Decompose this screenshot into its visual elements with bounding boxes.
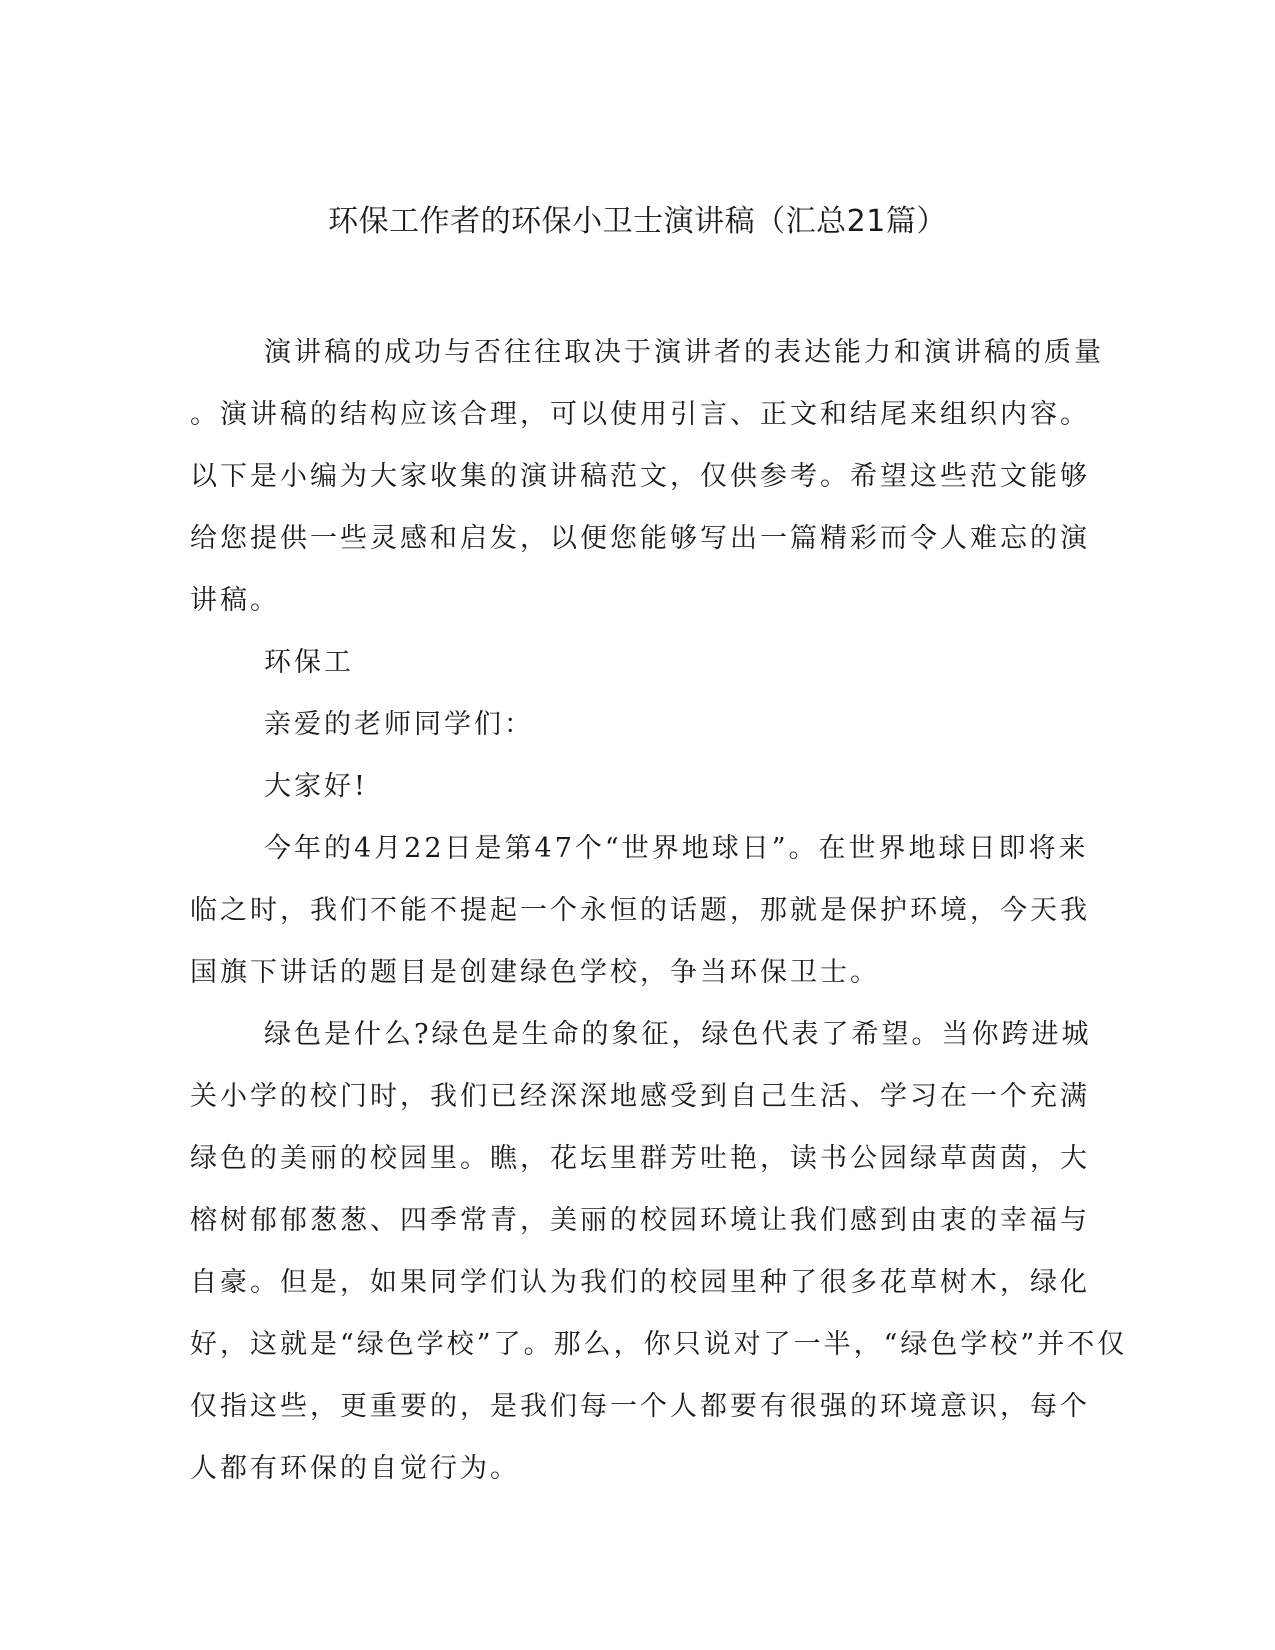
text-line: 大家好! [264, 771, 368, 802]
text-line: 关小学的校门时，我们已经深深地感受到自己生活、学习在一个充满 [190, 1081, 1090, 1112]
text-line: 给您提供一些灵感和启发，以便您能够写出一篇精彩而令人难忘的演 [190, 523, 1090, 554]
text-line: 讲稿。 [190, 585, 280, 616]
text-line: 演讲稿的成功与否往往取决于演讲者的表达能力和演讲稿的质量 [264, 337, 1104, 368]
text-line: 绿色是什么?绿色是生命的象征，绿色代表了希望。当你跨进城 [264, 1019, 1092, 1050]
document-body [190, 322, 1128, 1500]
text-line: 环保工 [264, 647, 354, 678]
text-line: 绿色的美丽的校园里。瞧，花坛里群芳吐艳，读书公园绿草茵茵，大 [190, 1143, 1090, 1174]
text-line: 自豪。但是，如果同学们认为我们的校园里种了很多花草树木，绿化 [190, 1267, 1090, 1298]
text-line: 以下是小编为大家收集的演讲稿范文，仅供参考。希望这些范文能够 [190, 461, 1090, 492]
text-line: 仅指这些，更重要的，是我们每一个人都要有很强的环境意识，每个 [190, 1391, 1090, 1422]
text-line: 榕树郁郁葱葱、四季常青，美丽的校园环境让我们感到由衷的幸福与 [190, 1205, 1090, 1236]
text-line: 。演讲稿的结构应该合理，可以使用引言、正文和结尾来组织内容。 [190, 399, 1090, 430]
text-line: 国旗下讲话的题目是创建绿色学校，争当环保卫士。 [190, 957, 880, 988]
text-line: 今年的4月22日是第47个“世界地球日”。在世界地球日即将来 [264, 833, 1089, 864]
document-title: 环保工作者的环保小卫士演讲稿（汇总21篇） [328, 204, 947, 239]
text-line: 临之时，我们不能不提起一个永恒的话题，那就是保护环境，今天我 [190, 895, 1090, 926]
text-line: 好，这就是“绿色学校”了。那么，你只说对了一半，“绿色学校”并不仅 [190, 1329, 1128, 1360]
text-line: 人都有环保的自觉行为。 [190, 1453, 520, 1484]
text-line: 亲爱的老师同学们： [264, 709, 534, 740]
